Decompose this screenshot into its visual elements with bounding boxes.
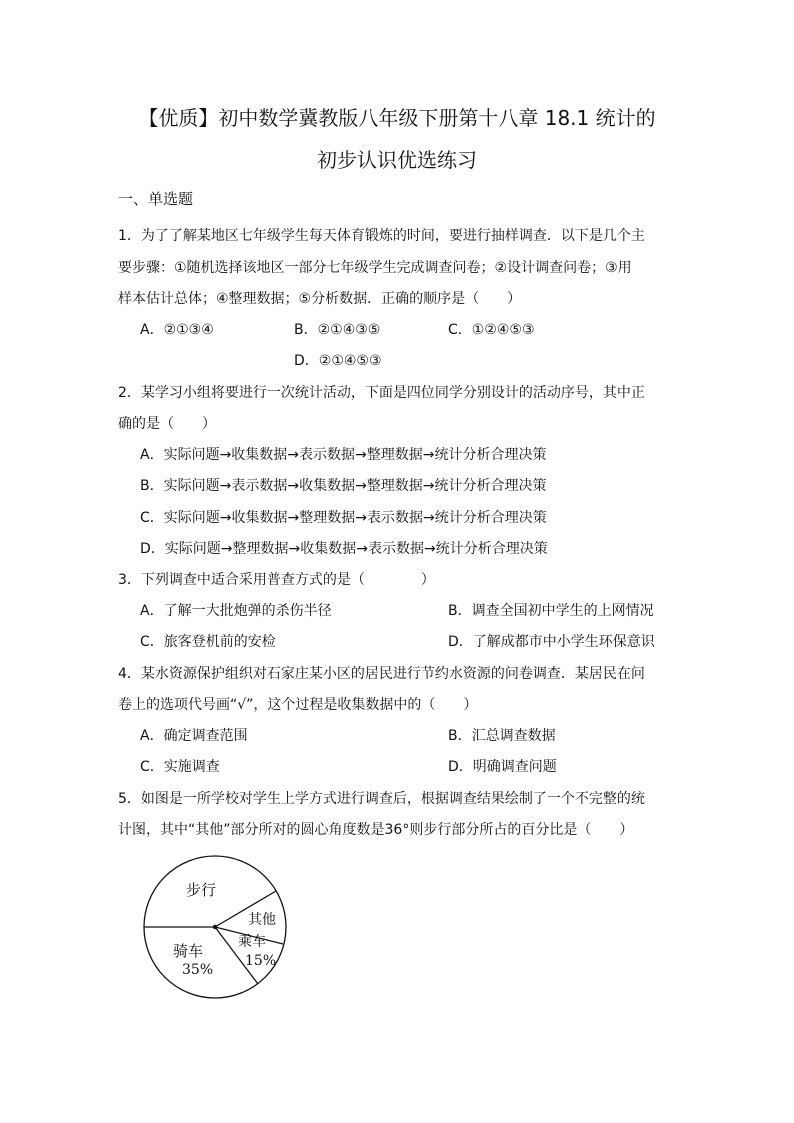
q4-option-a: A．确定调查范围	[140, 728, 248, 744]
q2-option-a: A．实际问题→收集数据→表示数据→整理数据→统计分析合理决策	[140, 447, 547, 463]
q1-option-b: B．②①④③⑤	[294, 322, 381, 338]
q2-line-1: 2．某学习小组将要进行一次统计活动，下面是四位同学分别设计的活动序号，其中正	[118, 385, 645, 401]
q4-option-c: C．实施调查	[140, 759, 220, 775]
q3-option-b: B．调查全国初中学生的上网情况	[448, 603, 654, 619]
section-heading: 一、单选题	[118, 190, 194, 208]
page-title-line-1: 【优质】初中数学冀教版八年级下册第十八章 18.1 统计的	[138, 106, 656, 130]
page-title-line-2: 初步认识优选练习	[317, 148, 477, 172]
q4-option-d: D．明确调查问题	[448, 759, 557, 775]
q5-line-2: 计图，其中“其他”部分所对的圆心角度数是36°则步行部分所占的百分比是（ ）	[118, 822, 634, 838]
q2-option-b: B．实际问题→表示数据→收集数据→整理数据→统计分析合理决策	[140, 478, 547, 494]
q3-line-1: 3．下列调查中适合采用普查方式的是（ ）	[118, 572, 435, 588]
q4-option-b: B．汇总调查数据	[448, 728, 556, 744]
slice-label-bus: 乘车	[238, 934, 266, 950]
q4-line-1: 4．某水资源保护组织对石家庄某小区的居民进行节约水资源的问卷调查．某居民在问	[118, 666, 645, 682]
q2-line-2: 确的是（ ）	[118, 416, 216, 432]
q1-option-a: A．②①③④	[140, 322, 214, 338]
q2-option-d: D．实际问题→整理数据→收集数据→表示数据→统计分析合理决策	[140, 541, 548, 557]
q1-line-2: 要步骤：①随机选择该地区一部分七年级学生完成调查问卷；②设计调查问卷；③用	[118, 260, 632, 276]
q1-option-c: C．①②④⑤③	[448, 322, 535, 338]
slice-value-bike: 35%	[182, 962, 214, 978]
q3-option-d: D．了解成都市中小学生环保意识	[448, 634, 655, 650]
q1-line-3: 样本估计总体；④整理数据；⑤分析数据．正确的顺序是（ ）	[118, 291, 522, 307]
q3-option-a: A．了解一大批炮弹的杀伤半径	[140, 603, 332, 619]
slice-label-bike: 骑车	[173, 942, 204, 960]
q5-line-1: 5．如图是一所学校对学生上学方式进行调查后，根据调查结果绘制了一个不完整的统	[118, 791, 645, 807]
slice-value-bus: 15%	[245, 953, 277, 969]
q1-line-1: 1．为了了解某地区七年级学生每天体育锻炼的时间，要进行抽样调查．以下是几个主	[118, 228, 645, 244]
slice-label-walk: 步行	[186, 881, 217, 899]
q1-option-d: D．②①④⑤③	[294, 353, 382, 369]
q2-option-c: C．实际问题→收集数据→整理数据→表示数据→统计分析合理决策	[140, 510, 547, 526]
slice-label-other: 其他	[248, 912, 276, 928]
q3-option-c: C．旅客登机前的安检	[140, 634, 276, 650]
pie-center-dot	[213, 925, 217, 929]
q4-line-2: 卷上的选项代号画“√”，这个过程是收集数据中的（ ）	[118, 697, 478, 713]
